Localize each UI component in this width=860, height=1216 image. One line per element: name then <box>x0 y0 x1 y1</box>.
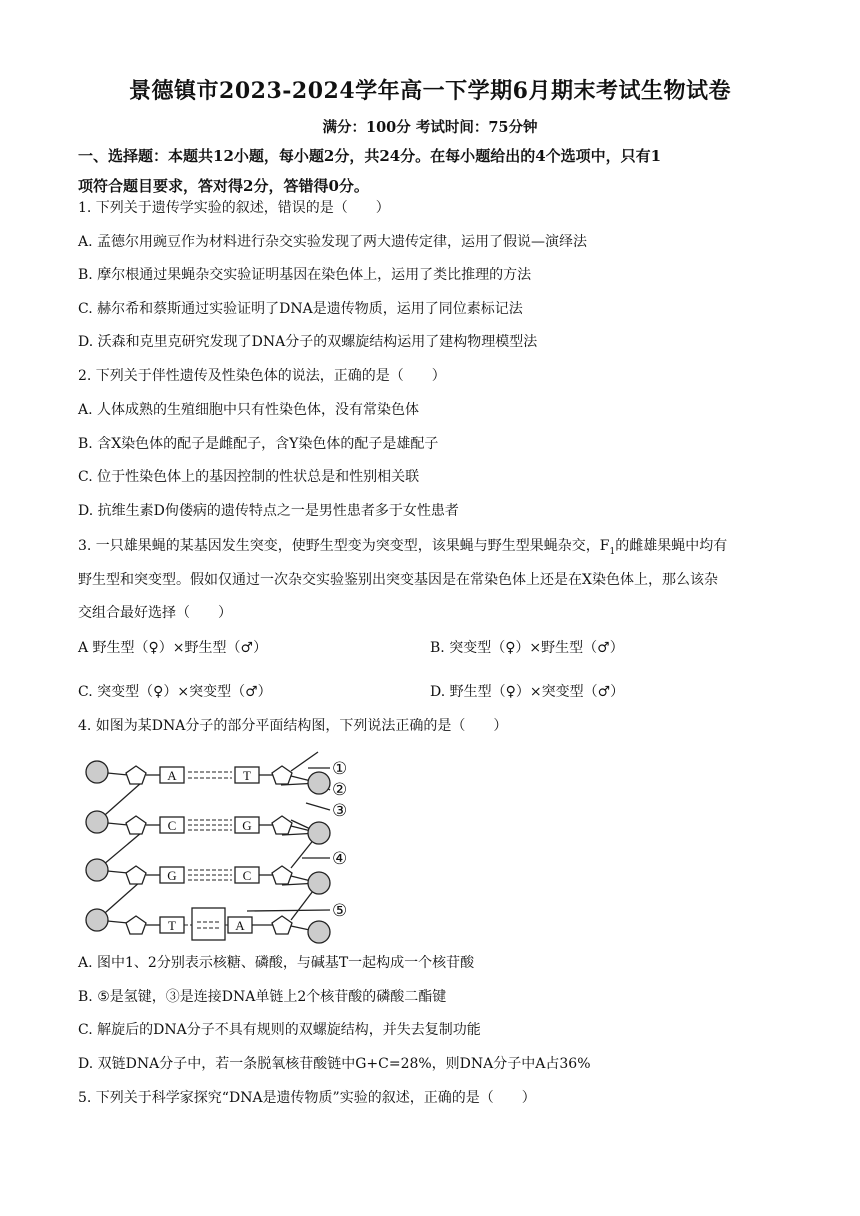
dna-structure-figure <box>78 748 368 948</box>
base-letter: T <box>243 768 251 783</box>
question-1-option-a: A. 孟德尔用豌豆作为材料进行杂交实验发现了两大遗传定律，运用了假说—演绎法 <box>78 234 588 250</box>
base-letter: A <box>235 918 245 933</box>
base-letter: C <box>167 818 177 833</box>
phosphate-circle <box>308 921 330 943</box>
question-1-option-c: C. 赫尔希和蔡斯通过实验证明了DNA是遗传物质，运用了同位素标记法 <box>78 301 523 317</box>
question-3-stem-line-1 <box>78 536 798 562</box>
question-3-stem-part-b: 的雌雄果蝇中均有 <box>615 538 728 554</box>
question-2-option-a: A. 人体成熟的生殖细胞中只有性染色体，没有常染色体 <box>78 402 420 418</box>
question-3-option-c: C. 突变型（♀）×突变型（♂） <box>78 684 272 700</box>
phosphate-circle <box>86 761 108 783</box>
section-heading <box>78 141 788 201</box>
page-title: 景德镇市2023-2024学年高一下学期6月期末考试生物试卷 <box>129 78 731 104</box>
question-1-option-b: B. 摩尔根通过果蝇杂交实验证明基因在染色体上，运用了类比推理的方法 <box>78 267 532 283</box>
figure-label-2: ② <box>332 780 348 799</box>
phosphate-circle <box>86 909 108 931</box>
base-letter: C <box>242 868 252 883</box>
base-letter: G <box>167 868 177 883</box>
question-4-option-c: C. 解旋后的DNA分子不具有规则的双螺旋结构，并失去复制功能 <box>78 1022 481 1038</box>
question-3-option-b: B. 突变型（♀）×野生型（♂） <box>430 640 624 656</box>
question-3-stem-part-a: 3. 一只雄果蝇的某基因发生突变，使野生型变为突变型，该果蝇与野生型果蝇杂交，F <box>78 538 610 554</box>
section-heading-line-1: 一、选择题：本题共12小题，每小题2分，共24分。在每小题给出的4个选项中，只有1 <box>78 147 662 165</box>
deoxyribose-pentagon <box>126 766 146 784</box>
question-1-stem: 1. 下列关于遗传学实验的叙述，错误的是（ ） <box>78 200 390 216</box>
question-2-option-c: C. 位于性染色体上的基因控制的性状总是和性别相关联 <box>78 469 420 485</box>
deoxyribose-pentagon <box>272 866 292 884</box>
deoxyribose-pentagon <box>126 916 146 934</box>
question-4-option-d: D. 双链DNA分子中，若一条脱氧核苷酸链中G+C=28%，则DNA分子中A占36% <box>78 1056 591 1072</box>
question-3-option-d: D. 野生型（♀）×突变型（♂） <box>430 684 625 700</box>
figure-label-4: ④ <box>332 849 348 868</box>
figure-label-1: ① <box>332 759 348 778</box>
question-4-stem: 4. 如图为某DNA分子的部分平面结构图，下列说法正确的是（ ） <box>78 718 508 734</box>
question-1-option-d: D. 沃森和克里克研究发现了DNA分子的双螺旋结构运用了建构物理模型法 <box>78 334 538 350</box>
f1-subscript: 1 <box>609 546 616 557</box>
question-3-stem-line-3: 交组合最好选择（ ） <box>78 605 232 621</box>
deoxyribose-pentagon <box>126 816 146 834</box>
phosphate-circle <box>86 859 108 881</box>
question-2-option-d: D. 抗维生素D佝偻病的遗传特点之一是男性患者多于女性患者 <box>78 503 459 519</box>
figure-label-5: ⑤ <box>332 901 348 920</box>
deoxyribose-pentagon <box>272 916 292 934</box>
exam-info: 满分：100分 考试时间：75分钟 <box>322 119 538 136</box>
question-3-stem-line-2: 野生型和突变型。假如仅通过一次杂交实验鉴别出突变基因是在常染色体上还是在X染色体上，那么该杂 <box>78 572 718 588</box>
phosphate-circle <box>308 872 330 894</box>
section-heading-line-2: 项符合题目要求，答对得2分，答错得0分。 <box>78 177 369 195</box>
base-letter: G <box>242 818 252 833</box>
deoxyribose-pentagon <box>272 766 292 784</box>
question-4-option-b: B. ⑤是氢键，③是连接DNA单链上2个核苷酸的磷酸二酯键 <box>78 989 447 1005</box>
deoxyribose-pentagon <box>272 816 292 834</box>
question-2-stem: 2. 下列关于伴性遗传及性染色体的说法，正确的是（ ） <box>78 368 446 384</box>
question-2-option-b: B. 含X染色体的配子是雌配子，含Y染色体的配子是雄配子 <box>78 436 439 452</box>
question-4-option-a: A. 图中1、2分别表示核糖、磷酸，与碱基T一起构成一个核苷酸 <box>78 955 475 971</box>
base-letter: T <box>168 918 176 933</box>
question-5-stem: 5. 下列关于科学家探究“DNA是遗传物质”实验的叙述，正确的是（ ） <box>78 1090 536 1106</box>
hydrogen-bond-box <box>192 908 225 940</box>
phosphate-circle <box>86 811 108 833</box>
question-3-option-a: A 野生型（♀）×野生型（♂） <box>78 640 268 656</box>
figure-label-3: ③ <box>332 801 348 820</box>
phosphate-circle <box>308 772 330 794</box>
deoxyribose-pentagon <box>126 866 146 884</box>
phosphate-circle <box>308 822 330 844</box>
base-letter: A <box>167 768 177 783</box>
